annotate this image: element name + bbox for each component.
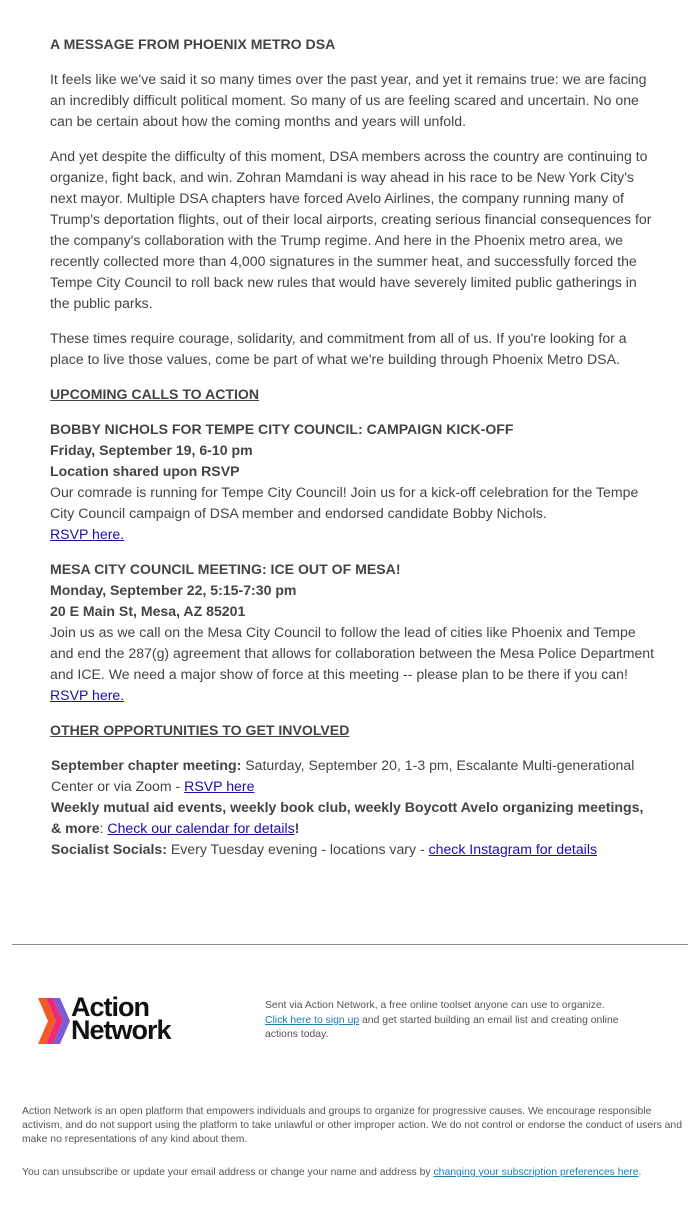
intro-paragraph-3: These times require courage, solidarity, and commitment from all of us. If you're looking for a place to live those values, come be part of what we're building through Phoenix Metro DSA.: [50, 330, 627, 367]
signup-link[interactable]: Click here to sign up: [265, 1014, 360, 1026]
instagram-link[interactable]: check Instagram for details: [428, 841, 597, 857]
event-description: Our comrade is running for Tempe City Council! Join us for a kick-off celebration for the Tempe City Council campaign of DSA member and endorsed candidate Bobby Nichols.: [50, 484, 639, 521]
chapter-meeting-label: September chapter meeting:: [51, 757, 242, 773]
socials-text: Every Tuesday evening - locations vary -: [166, 841, 429, 857]
weekly-events-label: Weekly mutual aid events, weekly book club, weekly Boycott Avelo organizing meetings, & more: [51, 799, 644, 836]
chapter-meeting-text: Saturday, September 20, 1-3 pm, Escalante Multi-generational Center or via Zoom -: [51, 757, 635, 794]
rsvp-kickoff-link[interactable]: RSVP here.: [50, 526, 125, 542]
event-title: MESA CITY COUNCIL MEETING: ICE OUT OF MESA!: [50, 561, 401, 577]
sent-via-note: [265, 999, 645, 1043]
intro-paragraph-2: And yet despite the difficulty of this moment, DSA members across the country are continuing to organize, fight back, and win. Zohran Mamdani is way ahead in his race to be New York City's next mayor. Multiple DSA chapters have forced Avelo Airlines, the company running many of Trump's deportation flights, out of their local airports, creating serious financial consequences for the company's collaboration with the Trump regime. And here in the Phoenix metro area, we recently collected more than 4,000 signatures in the summer heat, and successfully forced the Tempe City Council to roll back new rules that would have severely limited public gatherings in the public parks.: [50, 148, 652, 311]
event-date: Friday, September 19, 6-10 pm: [50, 442, 253, 458]
action-network-chevrons-icon: [38, 998, 70, 1044]
logo-line-1: Action: [71, 992, 149, 1022]
sent-text: Sent via Action Network, a free online toolset anyone can use to organize.: [265, 1000, 605, 1011]
unsubscribe-end: .: [638, 1167, 642, 1178]
event-location: Location shared upon RSVP: [50, 463, 240, 479]
chapter-meeting-item: [51, 755, 655, 797]
weekly-end: !: [294, 820, 300, 836]
socials-item: [51, 839, 655, 860]
event-kickoff: [50, 419, 655, 545]
email-body: [50, 34, 655, 860]
opportunities-list: [51, 755, 655, 860]
intro-paragraph-1: It feels like we've said it so many times over the past year, and yet it remains true: we are facing an incredibly difficult political moment. So many of us are feeling scared and uncertain. No one can be certain about how the coming months and years will unfold.: [50, 71, 647, 129]
calls-heading: UPCOMING CALLS TO ACTION: [50, 386, 260, 402]
event-title: BOBBY NICHOLS FOR TEMPE CITY COUNCIL: CAMPAIGN KICK-OFF: [50, 421, 514, 437]
subscription-preferences-link[interactable]: changing your subscription preferences here: [433, 1167, 639, 1178]
unsubscribe-note: [22, 1166, 692, 1180]
other-heading: OTHER OPPORTUNITIES TO GET INVOLVED: [50, 722, 350, 738]
socials-label: Socialist Socials:: [51, 841, 167, 857]
weekly-events-item: [51, 797, 655, 839]
disclaimer-text: Action Network is an open platform that empowers individuals and groups to organize for progressive causes. We encourage responsible activism, and do not support using the platform to take unlawful or other improper action. We do not control or endorse the conduct of users and make no representations of any kind about them.: [22, 1106, 682, 1146]
weekly-separator: :: [99, 820, 108, 836]
event-location: 20 E Main St, Mesa, AZ 85201: [50, 603, 246, 619]
event-date: Monday, September 22, 5:15-7:30 pm: [50, 582, 297, 598]
event-mesa: [50, 559, 655, 706]
signup-text: and get started building an email list and creating online actions today.: [265, 1014, 619, 1040]
chapter-meeting-rsvp-link[interactable]: RSVP here: [184, 778, 255, 794]
unsubscribe-text: You can unsubscribe or update your email address or change your name and address by: [22, 1167, 434, 1178]
logo-line-2: Network: [71, 1015, 171, 1045]
event-description: Join us as we call on the Mesa City Council to follow the lead of cities like Phoenix and Tempe and end the 287(g) agreement that allows for collaboration between the Mesa Police Department and ICE. We need a major show of force at this meeting -- please plan to be there if you can!: [50, 624, 655, 682]
rsvp-mesa-link[interactable]: RSVP here.: [50, 687, 125, 703]
calendar-link[interactable]: Check our calendar for details: [107, 820, 295, 836]
action-network-logo[interactable]: [38, 992, 190, 1046]
footer-divider: [12, 944, 688, 945]
logo-wordmark: [71, 992, 171, 1045]
message-title: A MESSAGE FROM PHOENIX METRO DSA: [50, 36, 336, 52]
